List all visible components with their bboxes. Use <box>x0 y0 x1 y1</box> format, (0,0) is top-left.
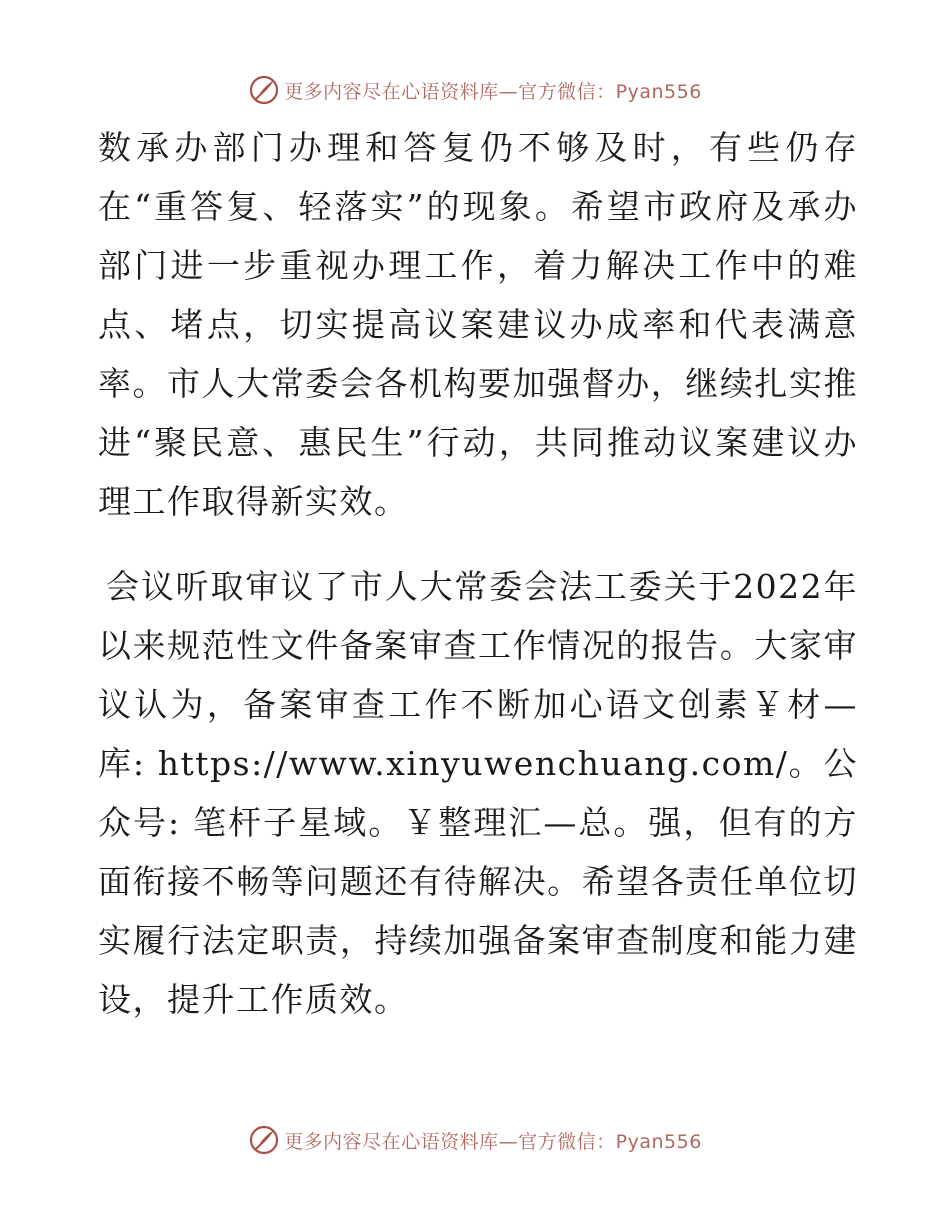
paragraph-1: 数承办部门办理和答复仍不够及时，有些仍存在“重答复、轻落实”的现象。希望市政府及承办部门进一步重视办理工作，着力解决工作中的难点、堵点，切实提高议案建议办成率和代表满意率。市人大常委会各机构要加强督办，继续扎实推进“聚民意、惠民生”行动，共同推动议案建议办理工作取得新实效。 <box>98 128 858 521</box>
banner-text: 更多内容尽在心语资料库—官方微信：Pyan556 <box>284 80 702 103</box>
header-banner <box>0 70 950 110</box>
quill-pen-logo-icon <box>248 1124 280 1156</box>
footer-banner <box>0 1120 950 1160</box>
document-body <box>98 118 858 1029</box>
banner-text: 更多内容尽在心语资料库—官方微信：Pyan556 <box>284 1130 702 1153</box>
quill-pen-logo-icon <box>248 74 280 106</box>
paragraph-2: 会议听取审议了市人大常委会法工委关于2022年以来规范性文件备案审查工作情况的报告。大家审议认为，备案审查工作不断加心语文创素￥材—库: https://www.xinyuwenchuang.com/。公众号: 笔杆子星域。￥整理汇—总。强，但有的方面衔接不畅等问题还有待解决。希望各责任单位切实履行法定职责，持续加强备案审查制度和能力建设，提升工作质效。 <box>98 567 858 1019</box>
